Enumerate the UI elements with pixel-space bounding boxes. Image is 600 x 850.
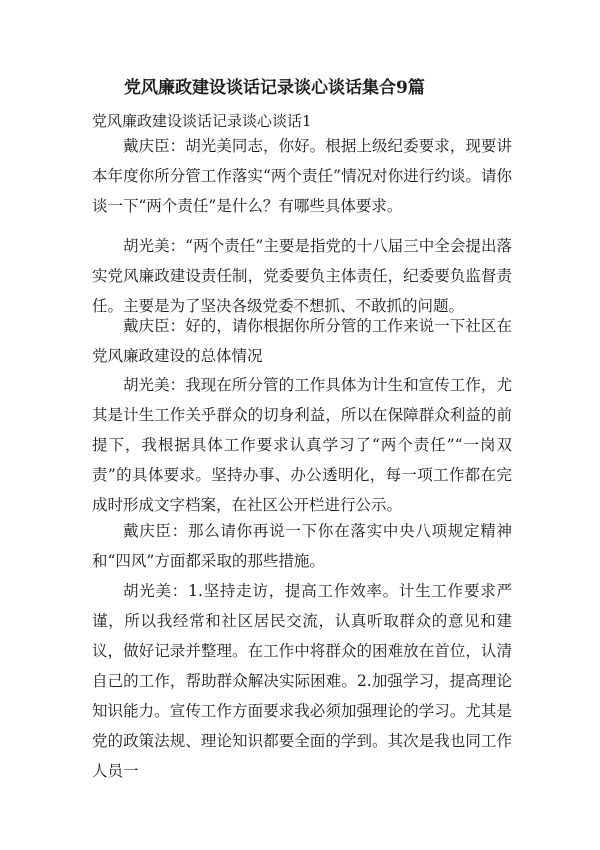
paragraph: 胡光美：“两个责任”主要是指党的十八届三中全会提出落实党风廉政建设责任制，党委要负主体责任，纪委要负监督责任。主要是为了坚决各级党委不想抓、不敢抓的问题。 [92,237,512,315]
paragraph: 戴庆臣：好的，请你根据你所分管的工作来说一下社区在党风廉政建设的总体情况 [92,317,512,365]
paragraph: 戴庆臣：胡光美同志，你好。根据上级纪委要求，现要讲本年度你所分管工作落实“两个责任”情况对你进行约谈。请你谈一下“两个责任”是什么？有哪些具体要求。 [92,137,512,215]
paragraph: 胡光美：我现在所分管的工作具体为计生和宣传工作，尤其是计生工作关乎群众的切身利益，所以在保障群众利益的前提下，我根据具体工作要求认真学习了“两个责任”“一岗双责”的具体要求。坚持办事、办公透明化，每一项工作都在完成时形成文字档案，在社区公开栏进行公示。 [92,376,512,514]
paragraph: 戴庆臣：那么请你再说一下你在落实中央八项规定精神和“四风”方面都采取的那些措施。 [92,522,512,570]
paragraph: 胡光美：1.坚持走访，提高工作效率。计生工作要求严谨，所以我经常和社区居民交流，认真听取群众的意见和建议，做好记录并整理。在工作中将群众的困难放在首位，认清自己的工作，帮助群众解决实际困难。2.加强学习，提高理论知识能力。宣传工作方面要求我必须加强理论的学习。尤其是党的政策法规、理论知识都要全面的学到。其次是我也同工作人员一 [92,582,512,780]
document-title: 党风廉政建设谈话记录谈心谈话集合9篇 [124,78,425,98]
document-subtitle: 党风廉政建设谈话记录谈心谈话1 [92,112,312,130]
